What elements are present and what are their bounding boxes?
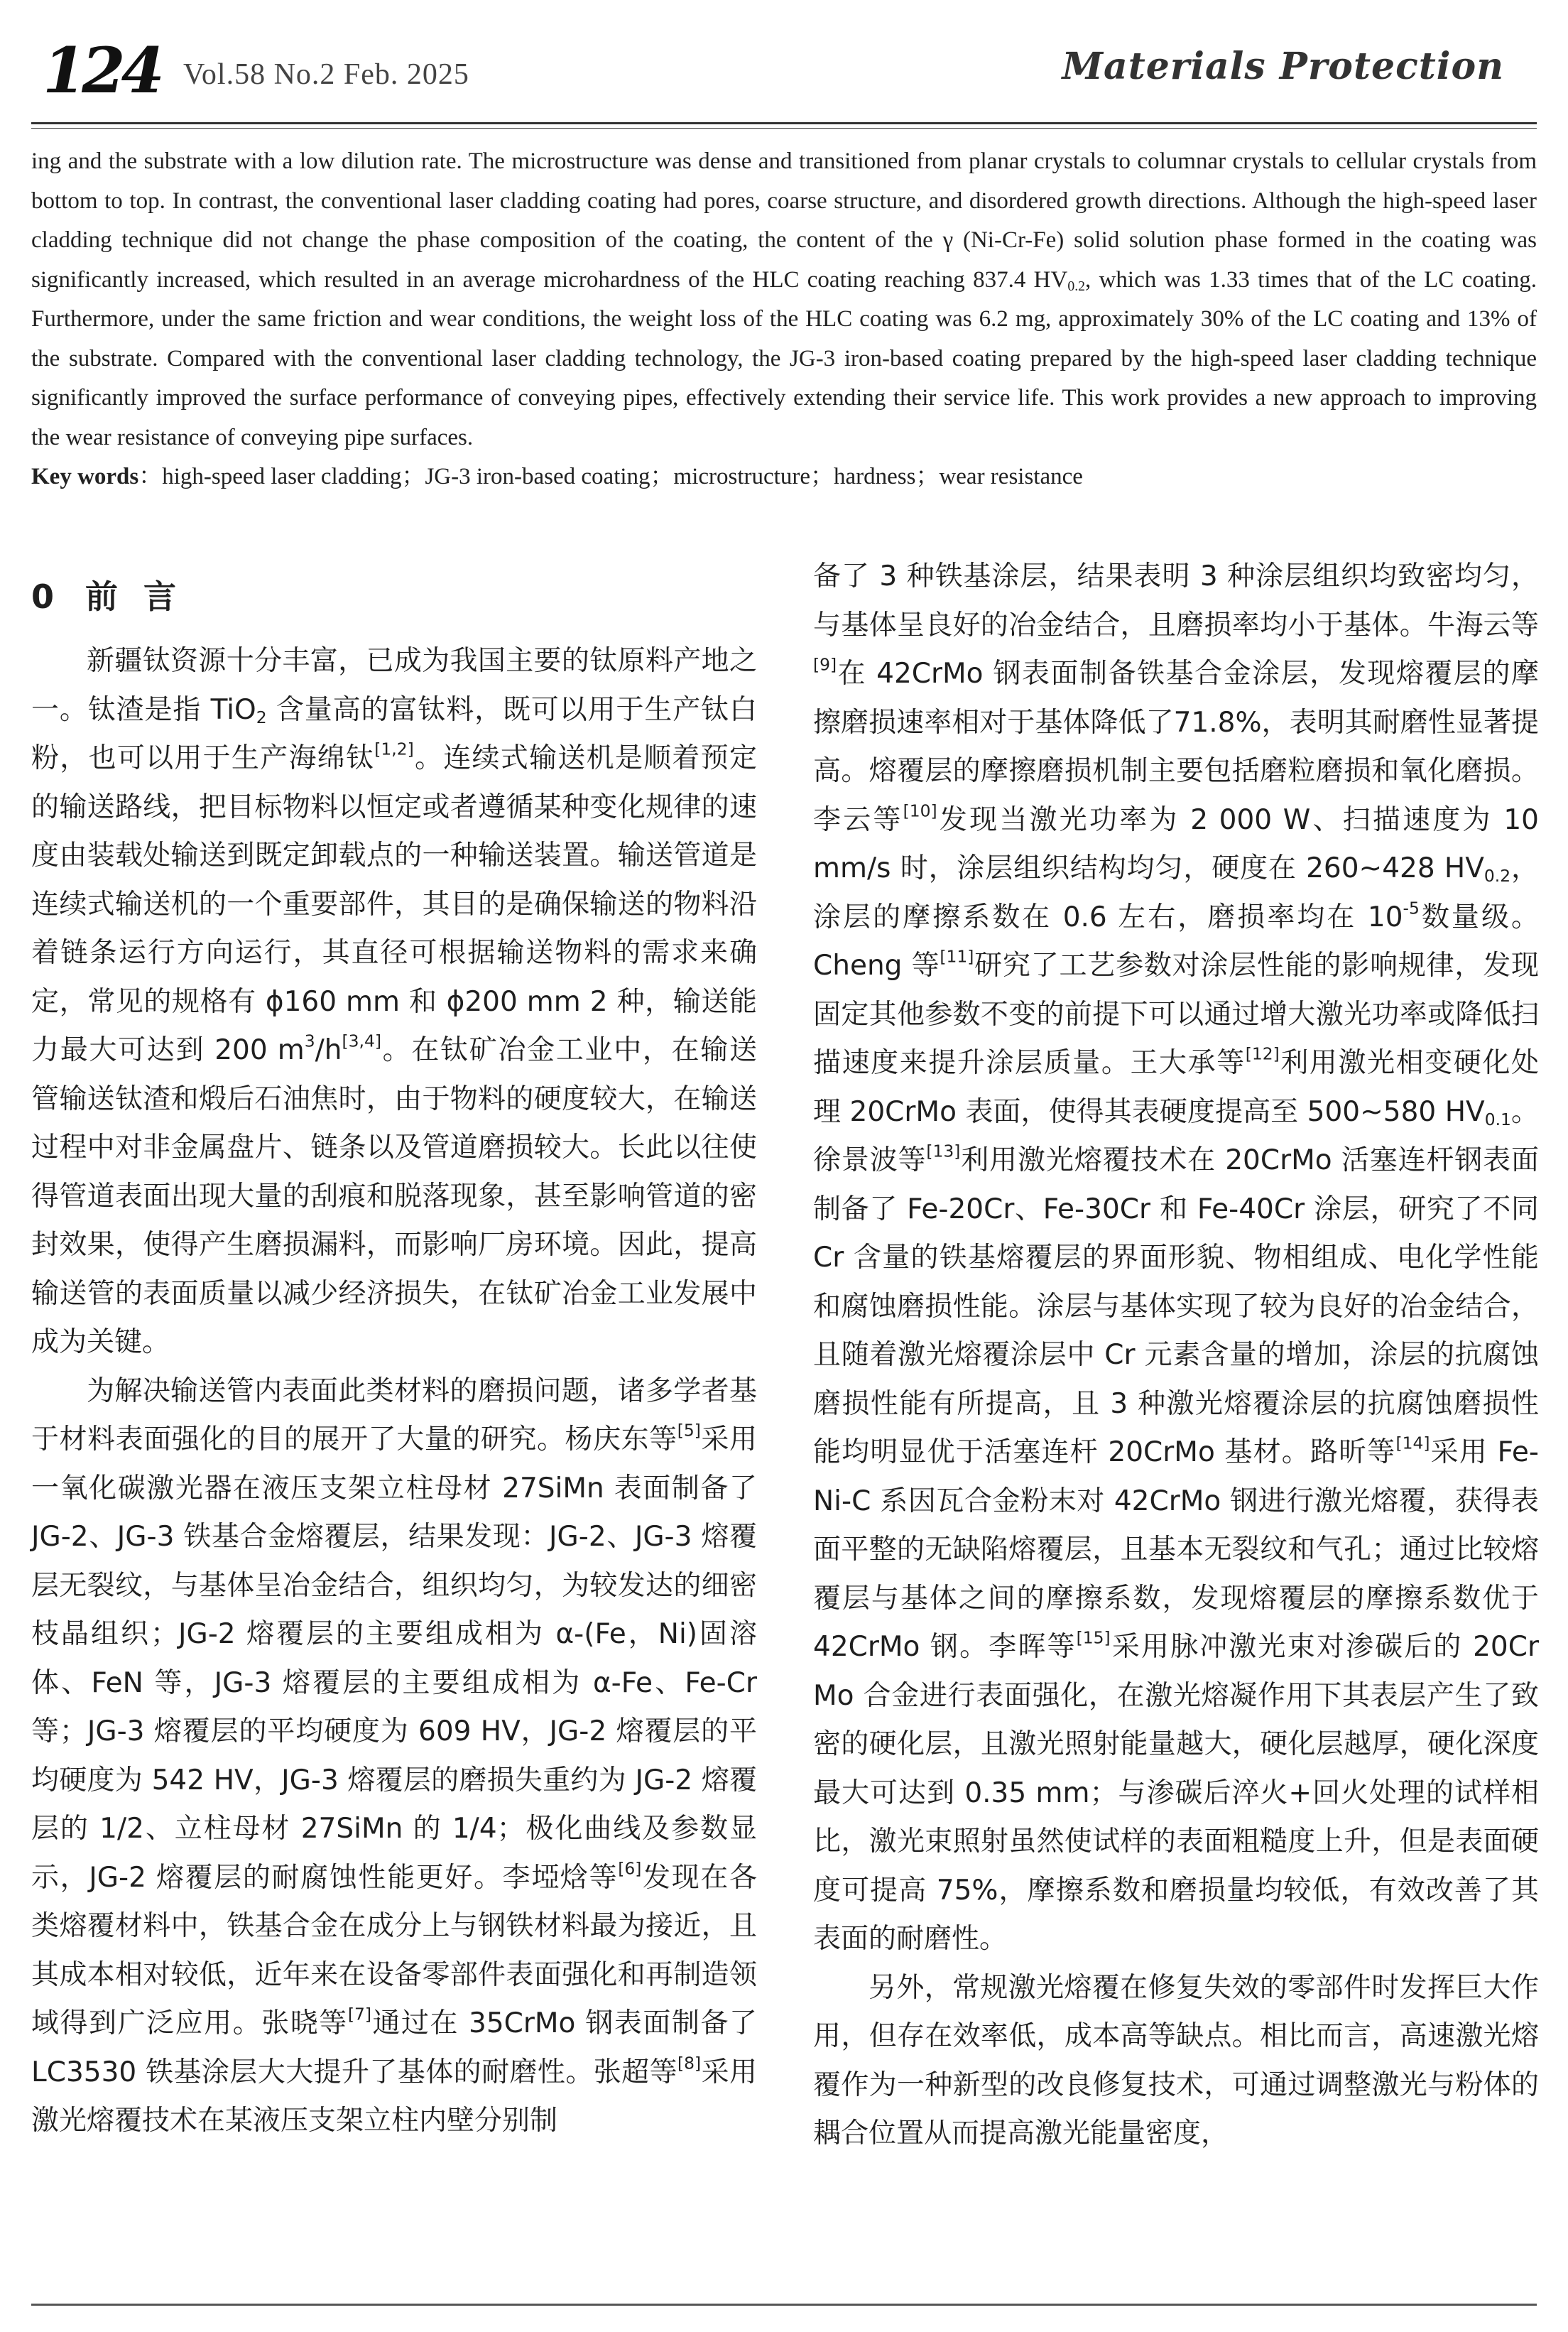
section-number: 0 — [31, 577, 62, 616]
right-column — [813, 553, 1539, 2159]
section-heading — [31, 572, 757, 622]
citation: [6] — [618, 1858, 642, 1878]
citation: [12] — [1245, 1043, 1280, 1064]
body-paragraph: 为解决输送管内表面此类材料的磨损问题，诸多学者基于材料表面强化的目的展开了大量的研究。杨庆东等[5]采用一氧化碳激光器在液压支架立柱母材 27SiMn 表面制备了 JG-2、JG-3 铁基合金熔覆层，结果发现：JG-2、JG-3 熔覆层无裂纹，与基体呈冶金结合，组织均匀，为较发达的细密枝晶组织；JG-2 熔覆层的主要组成相为 α-(Fe，Ni)固溶体、FeN 等，JG-3 熔覆层的主要组成相为 α-Fe、Fe-Cr 等；JG-3 熔覆层的平均硬度为 609 HV，JG-2 熔覆层的平均硬度为 542 HV，JG-3 熔覆层的磨损失重约为 JG-2 熔覆层的 1/2、立柱母材 27SiMn 的 1/4；极化曲线及参数显示，JG-2 熔覆层的耐腐蚀性能更好。李埡焓等[6]发现在各类熔覆材料中，铁基合金在成分上与钢铁材料最为接近，且其成本相对较低，近年来在设备零部件表面强化和再制造领域得到广泛应用。张晓等[7]通过在 35CrMo 钢表面制备了 LC3530 铁基涂层大大提升了基体的耐磨性。张超等[8]采用激光熔覆技术在某液压支架立柱内壁分别制 — [31, 1374, 757, 2137]
keywords-label: Key words — [31, 464, 139, 489]
keywords-line — [31, 457, 1537, 497]
citation: [14] — [1395, 1433, 1430, 1453]
footer-rule — [31, 2304, 1537, 2306]
citation: [9] — [813, 654, 837, 675]
citation: [1,2] — [374, 739, 414, 759]
abstract-paragraph: ing and the substrate with a low dilution rate. The microstructure was dense and transitioned from planar crystals to columnar crystals to cellular crystals from bottom to top. In contrast, the conventional laser cladding coating had pores, coarse structure, and disordered growth directions. Although the high-speed laser cladding technique did not change the phase composition of the coating, the content of the γ (Ni-Cr-Fe) solid solution phase formed in the coating was significantly increased, which resulted in an average microhardness of the HLC coating reaching 837.4 $HV_{0.2}$, which was 1.33 times that of the LC coating. Furthermore, under the same friction and wear conditions, the weight loss of the HLC coating was 6.2 mg, approximately 30% of the LC coating and 13% of the substrate. Compared with the conventional laser cladding technology, the JG-3 iron-based coating prepared by the high-speed laser cladding technique significantly improved the surface performance of conveying pipes, effectively extending their service life. This work provides a new approach to improving the wear resistance of conveying pipe surfaces. — [31, 148, 1537, 450]
page-number: 124 — [43, 33, 160, 107]
body-paragraph: 备了 3 种铁基涂层，结果表明 3 种涂层组织均致密均匀，与基体呈良好的冶金结合，且磨损率均小于基体。牛海云等[9]在 42CrMo 钢表面制备铁基合金涂层，发现熔覆层的摩擦磨损速率相对于基体降低了71.8%，表明其耐磨性显著提高。熔覆层的摩擦磨损机制主要包括磨粒磨损和氧化磨损。李云等[10]发现当激光功率为 2 000 W、扫描速度为 10 mm/s 时，涂层组织结构均匀，硬度在 260~428 $HV_{0.2}$，涂层的摩擦系数在 0.6 左右，磨损率均在 $10^{-5}$数量级。Cheng 等[11]研究了工艺参数对涂层性能的影响规律，发现固定其他参数不变的前提下可以通过增大激光功率或降低扫描速度来提升涂层质量。王大承等[12]利用激光相变硬化处理 20CrMo 表面，使得其表硬度提高至 500~580 $HV_{0.1}$。徐景波等[13]利用激光熔覆技术在 20CrMo 活塞连杆钢表面制备了 Fe-20Cr、Fe-30Cr 和 Fe-40Cr 涂层，研究了不同 Cr 含量的铁基熔覆层的界面形貌、物相组成、电化学性能和腐蚀磨损性能。涂层与基体实现了较为良好的冶金结合，且随着激光熔覆涂层中 Cr 元素含量的增加，涂层的抗腐蚀磨损性能有所提高，且 3 种激光熔覆涂层的抗腐蚀磨损性能均明显优于活塞连杆 20CrMo 基材。路昕等[14]采用 Fe-Ni-C 系因瓦合金粉末对 42CrMo 钢进行激光熔覆，获得表面平整的无缺陷熔覆层，且基本无裂纹和气孔；通过比较熔覆层与基体之间的摩擦系数，发现熔覆层的摩擦系数优于 42CrMo 钢。李晖等[15]采用脉冲激光束对渗碳后的 20Cr Mo 合金进行表面强化，在激光熔凝作用下其表层产生了致密的硬化层，且激光照射能量越大，硬化层越厚，硬化深度最大可达到 0.35 mm；与渗碳后淬火+回火处理的试样相比，激光束照射虽然使试样的表面粗糙度上升，但是表面硬度可提高 75%，摩擦系数和磨损量均较低，有效改善了其表面的耐磨性。 — [813, 560, 1539, 1955]
section-title: 前 言 — [85, 577, 184, 616]
citation: [10] — [903, 800, 937, 820]
citation: [15] — [1076, 1627, 1111, 1648]
volume-info: Vol.58 No.2 Feb. 2025 — [183, 58, 469, 91]
citation: [13] — [926, 1141, 961, 1161]
citation: [3,4] — [342, 1031, 381, 1051]
citation: [7] — [347, 2004, 371, 2024]
left-column — [31, 565, 757, 2146]
citation: [5] — [677, 1420, 701, 1441]
body-paragraph: 新疆钛资源十分丰富，已成为我国主要的钛原料产地之一。钛渣是指 TiO$_2$ 含量高的富钛料，既可以用于生产钛白粉，也可以用于生产海绵钛[1,2]。连续式输送机是顺着预定的输送路线，把目标物料以恒定或者遵循某种变化规律的速度由装载处输送到既定卸载点的一种输送装置。输送管道是连续式输送机的一个重要部件，其目的是确保输送的物料沿着链条运行方向运行，其直径可根据输送物料的需求来确定，常见的规格有 ϕ160 mm 和 ϕ200 mm 2 种，输送能力最大可达到 200 $m^3/h[3,4]$。在钛矿冶金工业中，在输送管输送钛渣和煅后石油焦时，由于物料的硬度较大，在输送过程中对非金属盘片、链条以及管道磨损较大。长此以往使得管道表面出现大量的刮痕和脱落现象，甚至影响管道的密封效果，使得产生磨损漏料，而影响厂房环境。因此，提高输送管的表面质量以减少经济损失，在钛矿冶金工业发展中成为关键。 — [31, 645, 757, 1358]
body-paragraph: 另外，常规激光熔覆在修复失效的零部件时发挥巨大作用，但存在效率低，成本高等缺点。相比而言，高速激光熔覆作为一种新型的改良修复技术，可通过调整激光与粉体的耦合位置从而提高激光能量密度， — [813, 1971, 1539, 2149]
header-rule — [31, 122, 1537, 129]
citation: [8] — [677, 2052, 702, 2073]
keywords-list: ：high-speed laser cladding；JG-3 iron-based coating；microstructure；hardness；wear resistance — [138, 464, 1083, 489]
journal-name: Materials Protection — [1062, 45, 1504, 88]
english-abstract — [31, 142, 1537, 497]
citation: [11] — [940, 946, 974, 967]
